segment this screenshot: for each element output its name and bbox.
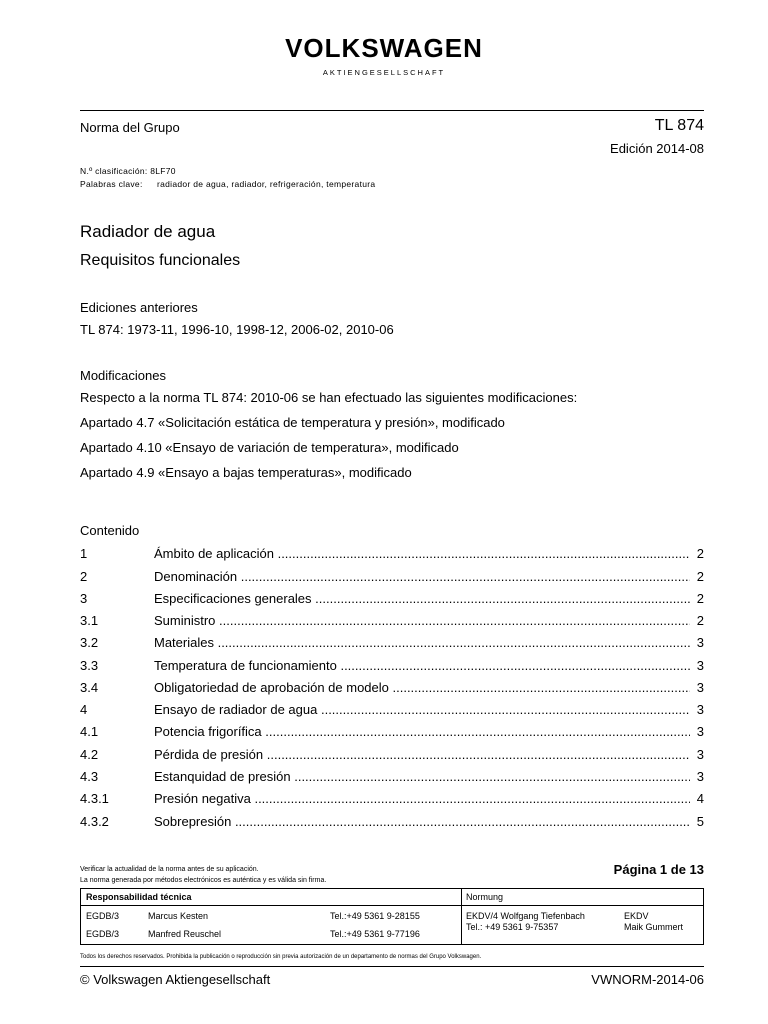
toc-row[interactable] xyxy=(80,546,704,562)
toc-row[interactable] xyxy=(80,658,704,674)
changes-line: Respecto a la norma TL 874: 2010-06 se han efectuado las siguientes modificaciones: xyxy=(80,390,578,405)
toc-page: 3 xyxy=(696,724,704,739)
document-number: TL 874 xyxy=(654,117,704,134)
standard-type: Norma del Grupo xyxy=(80,120,180,135)
brand-logo-subtitle: AKTIENGESELLSCHAFT xyxy=(322,68,446,77)
toc-page: 3 xyxy=(696,747,704,762)
toc-title: Presión negativa xyxy=(154,791,251,806)
toc-number: 3.1 xyxy=(80,613,99,628)
toc-row[interactable] xyxy=(80,724,704,740)
normung-name: Maik Gummert xyxy=(624,922,684,932)
toc-row[interactable] xyxy=(80,613,704,629)
resp-name: Manfred Reuschel xyxy=(148,929,222,939)
toc-number: 4.3 xyxy=(80,769,99,784)
toc-row[interactable] xyxy=(80,791,704,807)
copyright: © Volkswagen Aktiengesellschaft xyxy=(80,972,271,987)
toc-number: 4.3.1 xyxy=(80,791,109,806)
footer-note-verify: Verificar la actualidad de la norma antes de su aplicación. xyxy=(80,866,259,873)
toc-title: Ámbito de aplicación xyxy=(154,546,274,561)
toc-page: 3 xyxy=(696,635,704,650)
resp-dept: EGDB/3 xyxy=(86,929,120,939)
toc-page: 2 xyxy=(696,613,704,628)
brand-logo: VOLKSWAGEN xyxy=(285,33,483,63)
toc-number: 3.4 xyxy=(80,680,99,695)
document-subtitle: Requisitos funcionales xyxy=(80,252,241,269)
changes-line: Apartado 4.7 «Solicitación estática de temperatura y presión», modificado xyxy=(80,415,505,430)
keywords-value: radiador de agua, radiador, refrigeración, temperatura xyxy=(157,179,376,189)
footer-note-electronic: La norma generada por métodos electrónicos es auténtica y es válida sin firma. xyxy=(80,877,327,884)
resp-tel: Tel.:+49 5361 9-28155 xyxy=(330,911,420,921)
page-number: Página 1 de 13 xyxy=(613,862,704,877)
toc-title: Materiales xyxy=(154,635,214,650)
resp-tel: Tel.:+49 5361 9-77196 xyxy=(330,929,420,939)
responsibility-heading: Responsabilidad técnica xyxy=(86,892,192,902)
normung-tel: Tel.: +49 5361 9-75357 xyxy=(466,922,559,932)
form-code: VWNORM-2014-06 xyxy=(591,972,704,987)
toc-number: 3 xyxy=(80,591,88,606)
toc-title: Ensayo de radiador de agua xyxy=(154,702,318,717)
toc-row[interactable] xyxy=(80,680,704,696)
toc-number: 4.1 xyxy=(80,724,99,739)
toc-number: 4.2 xyxy=(80,747,99,762)
toc-row[interactable] xyxy=(80,814,704,830)
changes-line: Apartado 4.10 «Ensayo de variación de temperatura», modificado xyxy=(80,440,459,455)
previous-editions-list: TL 874: 1973-11, 1996-10, 1998-12, 2006-02, 2010-06 xyxy=(80,322,394,337)
changes-line: Apartado 4.9 «Ensayo a bajas temperaturas», modificado xyxy=(80,465,412,480)
toc-page: 3 xyxy=(696,702,704,717)
classification-number: N.º clasificación: 8LF70 xyxy=(80,166,176,176)
toc-page: 3 xyxy=(696,769,704,784)
toc-number: 1 xyxy=(80,546,88,561)
toc-row[interactable] xyxy=(80,569,704,585)
normung-heading: Normung xyxy=(466,892,504,902)
rights-notice: Todos los derechos reservados. Prohibida la publicación o reproducción sin previa autorización de un departamento de normas del Grupo Volkswagen. xyxy=(80,954,482,960)
responsibility-table xyxy=(80,888,704,945)
normung-dept: EKDV xyxy=(624,911,649,921)
resp-name: Marcus Kesten xyxy=(148,911,209,921)
toc-number: 3.3 xyxy=(80,658,99,673)
toc-title: Temperatura de funcionamiento xyxy=(154,658,337,673)
toc-number: 4 xyxy=(80,702,88,717)
changes-heading: Modificaciones xyxy=(80,368,166,383)
toc-page: 2 xyxy=(696,569,704,584)
toc-number: 3.2 xyxy=(80,635,99,650)
table-rule xyxy=(81,905,703,906)
header-rule xyxy=(80,110,704,111)
toc-row[interactable] xyxy=(80,635,704,651)
toc-heading: Contenido xyxy=(80,523,140,538)
toc-page: 2 xyxy=(696,546,704,561)
toc-title: Suministro xyxy=(154,613,216,628)
normung-contact: EKDV/4 Wolfgang Tiefenbach xyxy=(466,911,585,921)
resp-dept: EGDB/3 xyxy=(86,911,120,921)
toc-title: Potencia frigorífica xyxy=(154,724,262,739)
toc-page: 3 xyxy=(696,658,704,673)
toc-page: 2 xyxy=(696,591,704,606)
toc-number: 4.3.2 xyxy=(80,814,109,829)
toc-title: Especificaciones generales xyxy=(154,591,312,606)
toc-title: Estanquidad de presión xyxy=(154,769,291,784)
previous-editions-heading: Ediciones anteriores xyxy=(80,300,198,315)
toc-title: Pérdida de presión xyxy=(154,747,264,762)
toc-row[interactable] xyxy=(80,702,704,718)
toc-page: 5 xyxy=(696,814,704,829)
edition: Edición 2014-08 xyxy=(610,141,704,156)
toc-row[interactable] xyxy=(80,769,704,785)
document-title: Radiador de agua xyxy=(80,222,216,241)
footer-rule xyxy=(80,966,704,967)
toc-title: Obligatoriedad de aprobación de modelo xyxy=(154,680,389,695)
keywords-label: Palabras clave: xyxy=(80,179,143,189)
toc-row[interactable] xyxy=(80,747,704,763)
toc-title: Denominación xyxy=(154,569,238,584)
toc-page: 4 xyxy=(696,791,704,806)
toc-page: 3 xyxy=(696,680,704,695)
toc-title: Sobrepresión xyxy=(154,814,232,829)
toc-number: 2 xyxy=(80,569,88,584)
toc-row[interactable] xyxy=(80,591,704,607)
table-divider xyxy=(461,889,462,944)
